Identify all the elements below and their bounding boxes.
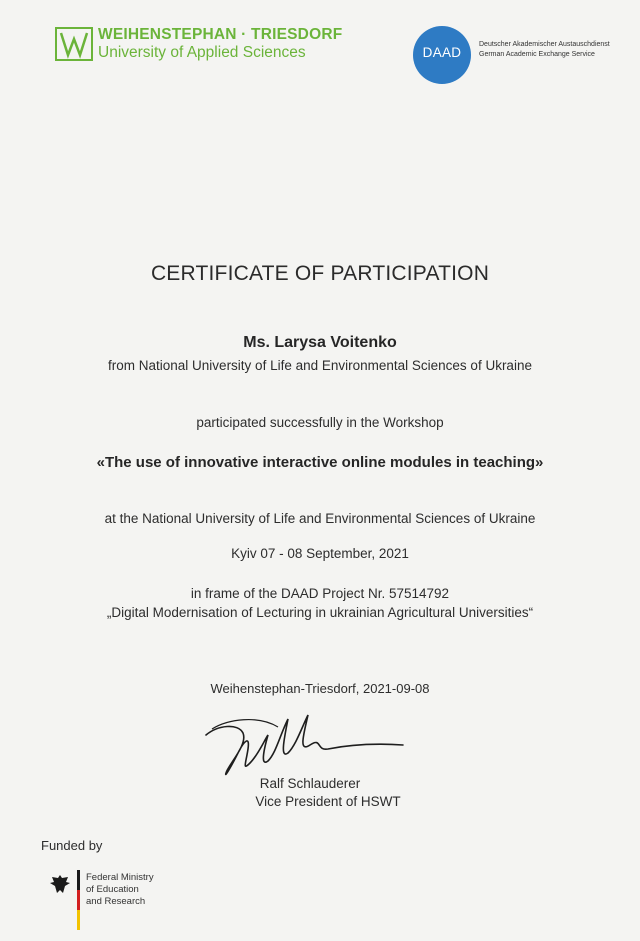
project-name: „Digital Modernisation of Lecturing in ukrainian Agricultural Universities“ bbox=[106, 605, 534, 620]
workshop-title: «The use of innovative interactive online modules in teaching» bbox=[96, 454, 544, 471]
ministry-line-3: and Research bbox=[86, 896, 146, 907]
daad-name-de: Deutscher Akademischer Austauschdienst bbox=[479, 41, 610, 48]
venue-text: at the National University of Life and Environmental Sciences of Ukraine bbox=[104, 511, 536, 526]
recipient-name: Ms. Larysa Voitenko bbox=[243, 334, 397, 351]
certificate-title: CERTIFICATE OF PARTICIPATION bbox=[150, 262, 490, 285]
signer-role: Vice President of HSWT bbox=[255, 794, 401, 809]
recipient-institution: from National University of Life and Environmental Sciences of Ukraine bbox=[108, 358, 532, 373]
daad-logo-text: DAAD bbox=[422, 45, 462, 60]
ministry-line-1: Federal Ministry bbox=[86, 872, 154, 883]
university-subtitle: University of Applied Sciences bbox=[98, 44, 306, 61]
place-and-date: Weihenstephan-Triesdorf, 2021-09-08 bbox=[210, 681, 430, 696]
signer-name: Ralf Schlauderer bbox=[259, 776, 361, 791]
german-flag-bar bbox=[77, 870, 80, 930]
ministry-line-2: of Education bbox=[86, 884, 139, 895]
federal-eagle-icon bbox=[48, 872, 72, 896]
hswt-logo-icon bbox=[55, 27, 93, 61]
funded-by-label: Funded by bbox=[41, 838, 103, 853]
daad-name-en: German Academic Exchange Service bbox=[479, 51, 595, 58]
project-number: in frame of the DAAD Project Nr. 57514792 bbox=[190, 586, 450, 601]
university-name: WEIHENSTEPHAN · TRIESDORF bbox=[98, 26, 343, 43]
participation-text: participated successfully in the Workshop bbox=[196, 415, 444, 430]
signature-icon bbox=[198, 705, 413, 785]
event-dates: Kyiv 07 - 08 September, 2021 bbox=[231, 546, 409, 561]
